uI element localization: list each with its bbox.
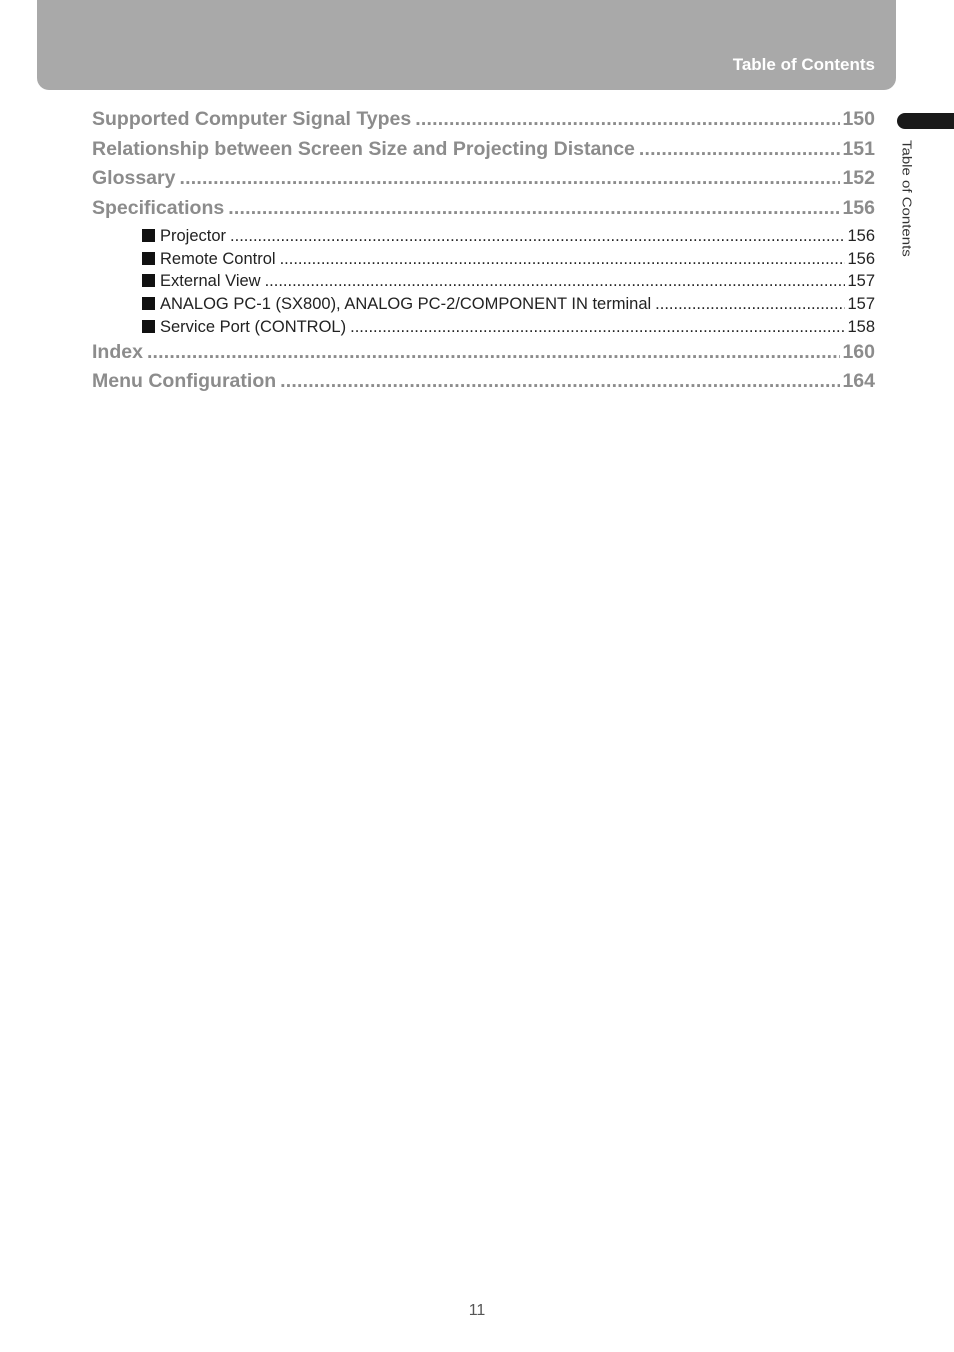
toc-leader-dots	[415, 108, 840, 131]
header-title: Table of Contents	[732, 55, 875, 74]
square-bullet-icon	[142, 320, 155, 333]
toc-entry-title: Menu Configuration	[92, 370, 277, 393]
toc-subentry[interactable]	[92, 318, 875, 341]
toc-entry[interactable]	[92, 108, 875, 138]
toc-subentry-title: ANALOG PC-1 (SX800), ANALOG PC-2/COMPONENT IN terminal	[160, 295, 652, 314]
square-bullet-icon	[142, 252, 155, 265]
toc-leader-dots	[179, 167, 840, 190]
table-of-contents	[92, 108, 875, 400]
toc-leader-dots	[228, 197, 840, 220]
toc-entry[interactable]	[92, 167, 875, 197]
square-bullet-icon	[142, 274, 155, 287]
toc-leader-dots	[280, 250, 846, 269]
toc-entry-title: Supported Computer Signal Types	[92, 108, 412, 130]
toc-entry-title: Specifications	[92, 197, 225, 220]
square-bullet-icon	[142, 297, 155, 310]
toc-entry-page: 151	[842, 137, 875, 160]
toc-entry-page: 160	[842, 340, 875, 363]
toc-leader-dots	[655, 295, 845, 314]
toc-entry-page: 150	[842, 108, 875, 130]
toc-subentry-page: 156	[847, 249, 875, 268]
toc-leader-dots	[147, 341, 841, 364]
toc-subentry-title: Projector	[160, 226, 227, 245]
toc-subentry-title: External View	[160, 272, 261, 291]
toc-subentry[interactable]	[92, 295, 875, 318]
toc-leader-dots	[230, 227, 845, 246]
toc-leader-dots	[265, 272, 846, 291]
toc-subentry-title: Service Port (CONTROL)	[160, 317, 347, 336]
toc-subentry-page: 157	[847, 295, 875, 314]
toc-subentry[interactable]	[92, 272, 875, 295]
toc-entry[interactable]	[92, 138, 875, 168]
toc-entry-title: Glossary	[92, 167, 176, 190]
toc-entry-page: 156	[842, 197, 875, 220]
toc-subentry-title: Remote Control	[160, 249, 276, 268]
toc-subentry-page: 158	[847, 317, 875, 336]
header-bar	[37, 0, 896, 90]
toc-entry[interactable]	[92, 197, 875, 227]
toc-entry-title: Index	[92, 340, 143, 363]
toc-entry[interactable]	[92, 341, 875, 371]
toc-subentry[interactable]	[92, 227, 875, 250]
side-tab-label: Table of Contents	[899, 140, 914, 257]
square-bullet-icon	[142, 229, 155, 242]
toc-subentry[interactable]	[92, 250, 875, 273]
toc-entry-title: Relationship between Screen Size and Projecting Distance	[92, 137, 635, 160]
toc-subentry-page: 156	[847, 226, 875, 245]
toc-leader-dots	[280, 370, 840, 393]
toc-entry[interactable]	[92, 370, 875, 400]
toc-leader-dots	[350, 318, 845, 337]
toc-entry-page: 152	[842, 167, 875, 190]
toc-leader-dots	[639, 138, 841, 161]
page-number: 11	[468, 1302, 486, 1319]
side-tab-marker	[897, 113, 954, 129]
toc-subentry-page: 157	[847, 272, 875, 291]
toc-entry-page: 164	[842, 370, 875, 393]
